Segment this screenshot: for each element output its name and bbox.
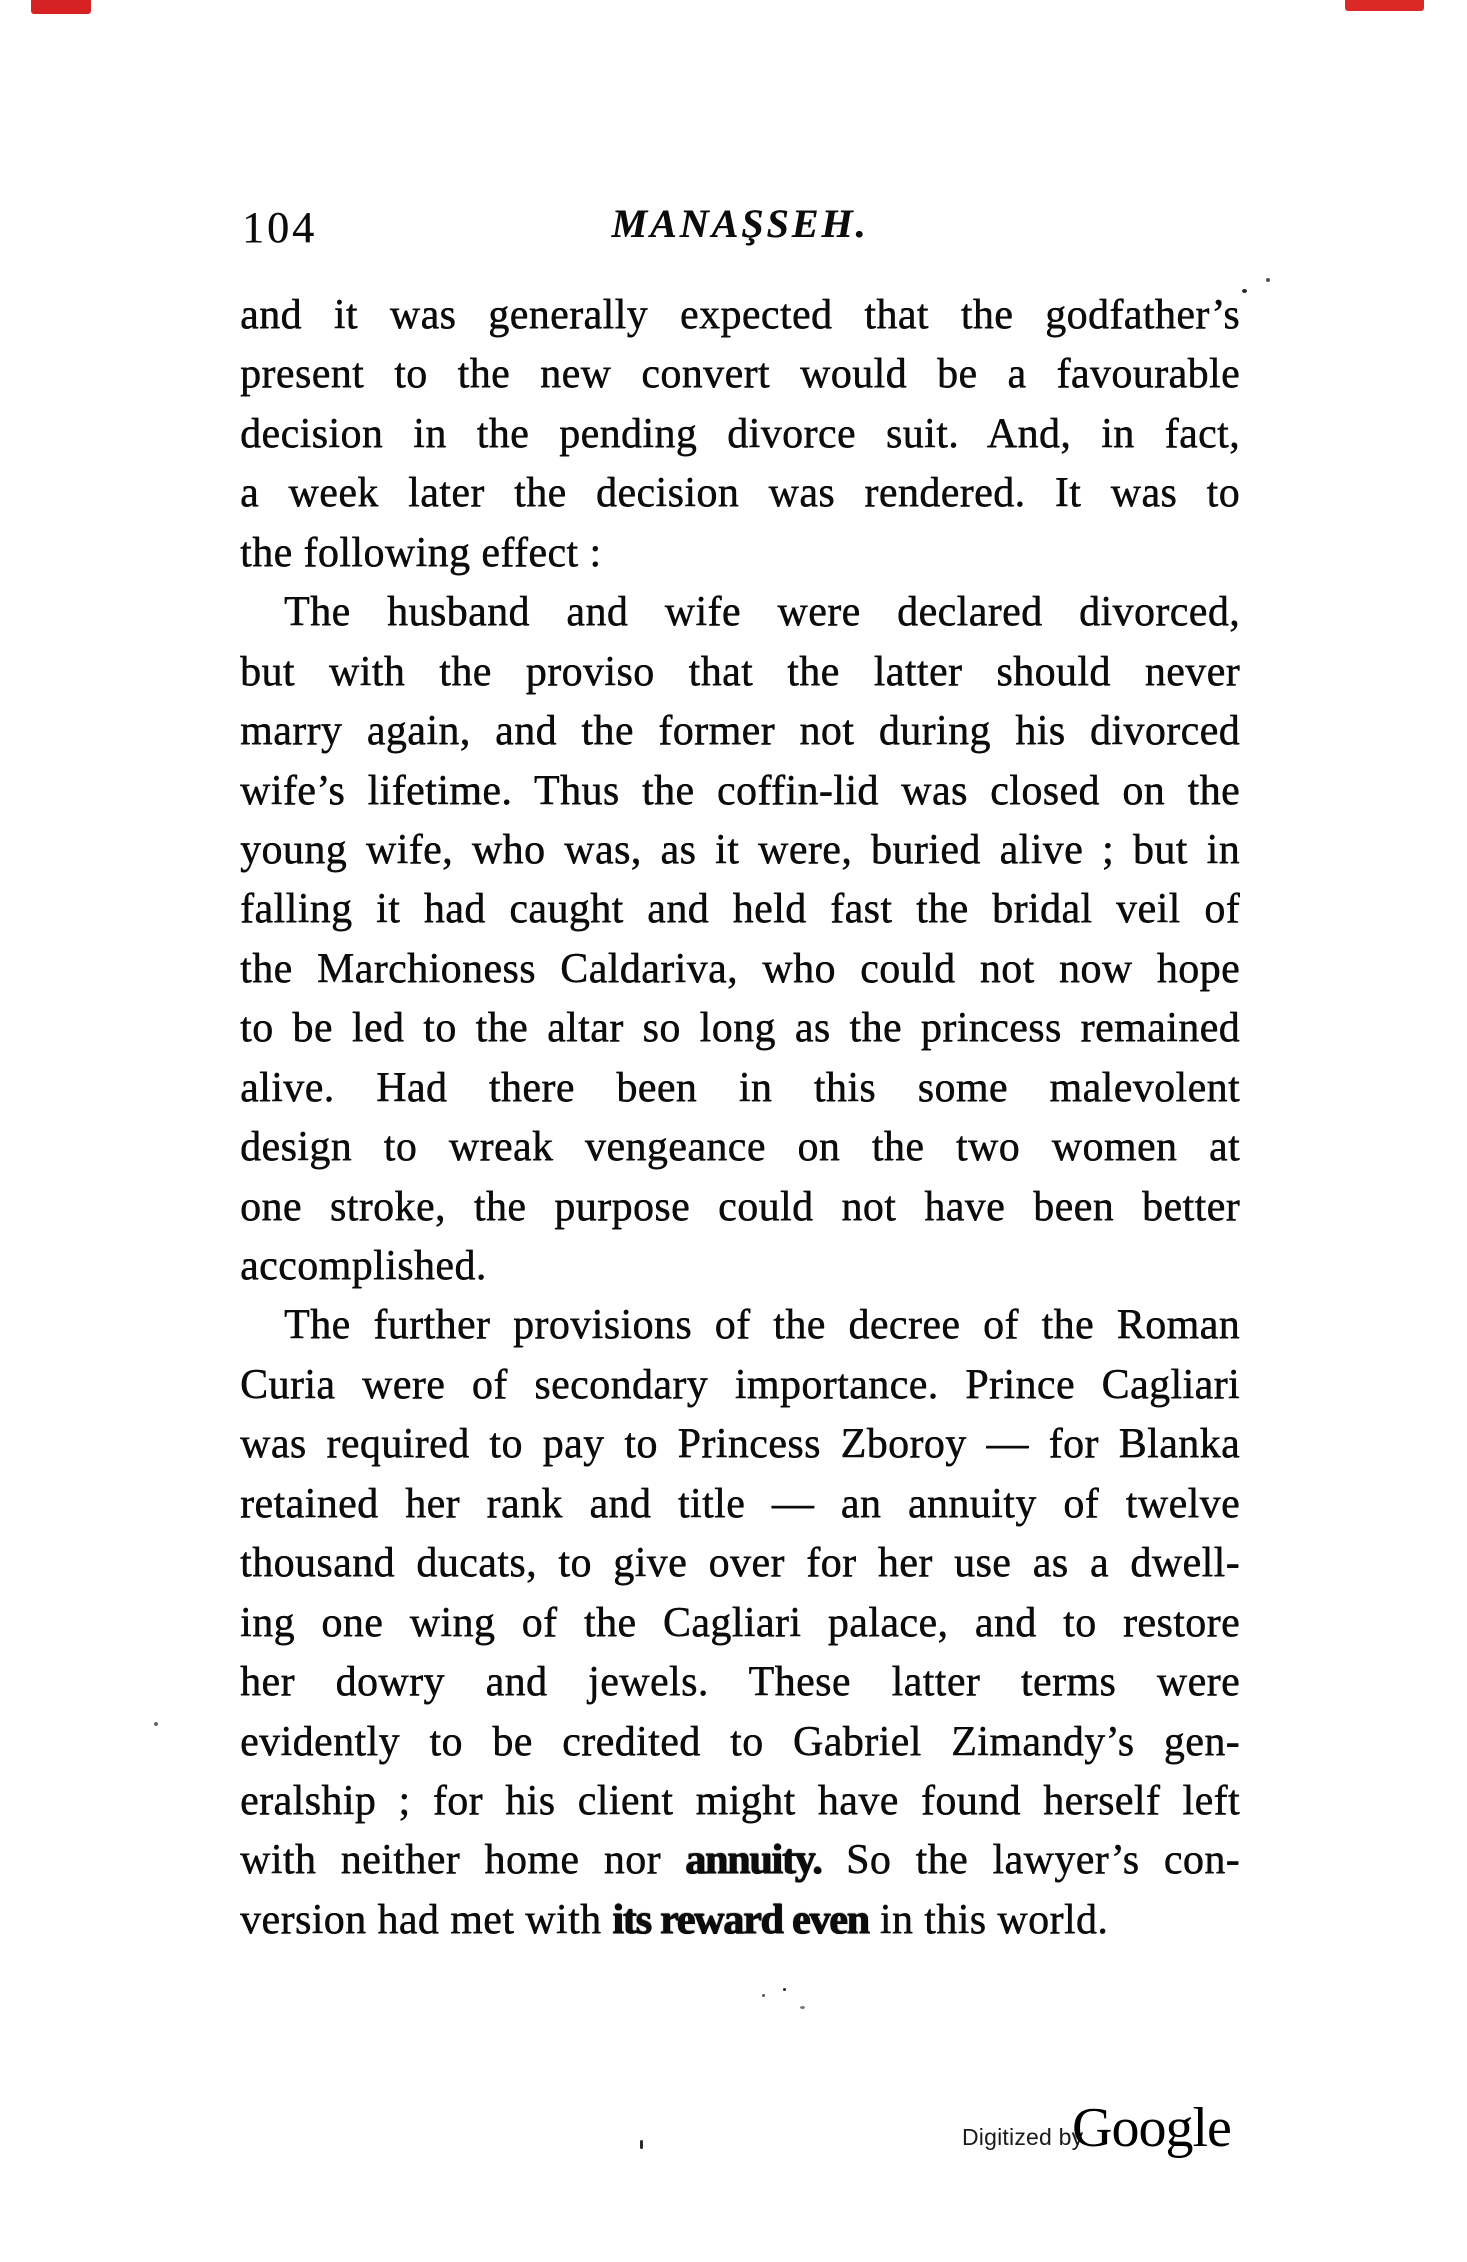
ink-speck	[1266, 278, 1270, 282]
ink-speck	[640, 2140, 643, 2149]
text-line: her dowry and jewels. These latter terms were	[240, 1659, 1240, 1706]
text-line: present to the new convert would be a favourable	[240, 351, 1240, 398]
text-line: thousand ducats, to give over for her use as a dwell-	[240, 1540, 1240, 1587]
text-line-smudged	[240, 1831, 1240, 1890]
text-segment: So the lawyer’s con-	[821, 1837, 1240, 1884]
red-scan-artifact-right	[1345, 0, 1424, 11]
text-line: eralship ; for his client might have found herself left	[240, 1777, 1240, 1824]
running-title: MANAŞSEH.	[611, 201, 869, 246]
ink-speck	[1242, 289, 1247, 293]
text-line: alive. Had there been in this some malevolent	[240, 1064, 1240, 1111]
text-line: but with the proviso that the latter should never	[240, 648, 1240, 695]
digitized-by-label: Digitized by	[962, 2124, 1084, 2150]
text-line: the following effect :	[240, 529, 602, 576]
text-line: accomplished.	[240, 1243, 487, 1289]
ink-speck	[154, 1722, 158, 1726]
text-line: a week later the decision was rendered. It was to	[240, 470, 1240, 517]
text-segment: with neither home nor	[240, 1837, 686, 1884]
ink-speck	[762, 1994, 765, 1997]
text-line: The husband and wife were declared divorced,	[284, 589, 1240, 636]
ink-speck	[800, 2006, 805, 2009]
text-line: marry again, and the former not during his divorced	[240, 708, 1240, 755]
text-line: to be led to the altar so long as the princess remained	[240, 1005, 1240, 1052]
text-line: the Marchioness Caldariva, who could not now hope	[240, 945, 1240, 992]
ink-speck	[783, 1988, 786, 1991]
smudged-word: its reward even	[612, 1896, 869, 1943]
text-segment: version had met with	[240, 1896, 613, 1943]
text-line: decision in the pending divorce suit. And, in fact,	[240, 410, 1240, 457]
text-line: wife’s lifetime. Thus the coffin-lid was closed on the	[240, 767, 1240, 814]
text-segment: in this world.	[868, 1896, 1109, 1943]
text-line: falling it had caught and held fast the bridal veil of	[240, 886, 1240, 933]
text-line: was required to pay to Princess Zboroy — for Blanka	[240, 1421, 1240, 1468]
text-line: ing one wing of the Cagliari palace, and to restore	[240, 1599, 1240, 1646]
text-line: Curia were of secondary importance. Prince Cagliari	[240, 1361, 1240, 1408]
text-line: young wife, who was, as it were, buried alive ; but in	[240, 826, 1240, 873]
text-line: and it was generally expected that the godfather’s	[240, 292, 1240, 338]
text-line: The further provisions of the decree of the Roman	[284, 1302, 1240, 1349]
text-line: evidently to be credited to Gabriel Zimandy’s gen-	[240, 1718, 1240, 1765]
page-number: 104	[242, 203, 317, 252]
text-line: one stroke, the purpose could not have been better	[240, 1183, 1240, 1230]
google-logo: Google	[1072, 2097, 1231, 2159]
page-body-text	[240, 286, 1240, 1950]
red-scan-artifact-left	[31, 0, 91, 14]
smudged-word: annuity.	[685, 1837, 822, 1884]
text-line-smudged	[240, 1891, 1240, 1950]
text-line: retained her rank and title — an annuity of twelve	[240, 1480, 1240, 1527]
text-line: design to wreak vengeance on the two women at	[240, 1124, 1240, 1171]
